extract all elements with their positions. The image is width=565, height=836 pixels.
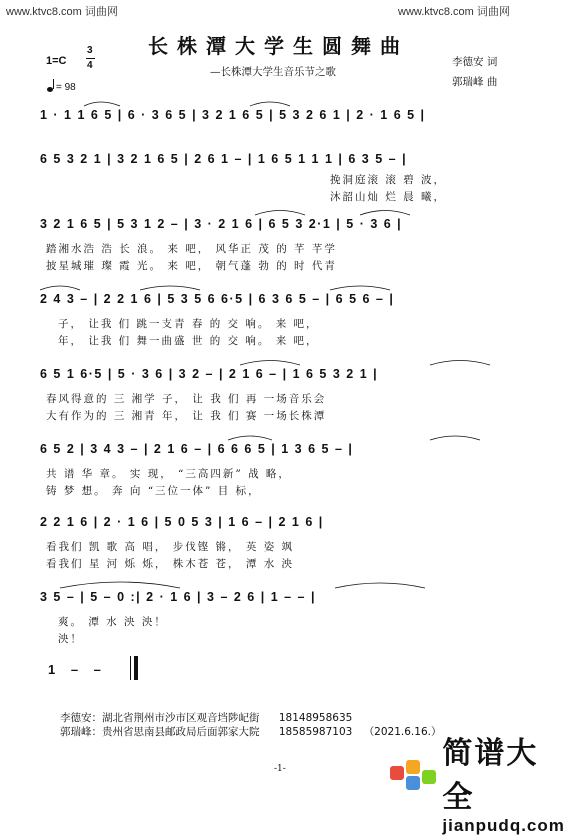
watermark-left: www.ktvc8.com 词曲网: [6, 6, 118, 18]
date-stamp: （2021.6.16.）: [363, 726, 442, 738]
slur: [330, 286, 390, 290]
song-subtitle: —长株潭大学生音乐节之歌: [210, 66, 336, 78]
slur: [430, 361, 490, 366]
lyricist-phone: 18148958635: [278, 712, 353, 724]
footer-line-2: [60, 724, 441, 739]
slur: [228, 436, 272, 440]
lyric-verse-2: 年， 让我 们 舞一曲盛 世 的 交 响。 来 吧，: [58, 335, 319, 347]
final-notes: 1 – –: [48, 662, 107, 677]
notation-line: 1 · 1 1 6 5 | 6 · 3 6 5 | 3 2 1 6 5 | 5 3 2 6 1 | 2 · 1 6 5 |: [40, 108, 426, 122]
notation-line: 6 5 3 2 1 | 3 2 1 6 5 | 2 6 1 – | 1 6 5 1 1 1 | 6 3 5 – |: [40, 152, 408, 166]
lyric-verse-2: 沐韶山灿 烂 晨 曦，: [330, 191, 447, 203]
slur: [360, 211, 410, 216]
lyric-verse-1: 子， 让我 们 跳一支青 春 的 交 响。 来 吧，: [58, 318, 319, 330]
slur: [255, 211, 305, 216]
slur: [240, 361, 300, 366]
logo-mark-icon: [390, 760, 442, 804]
tempo-value: = 98: [56, 82, 76, 93]
lyric-verse-1: 共 谱 华 章。 实 现， “三高四新” 战 略，: [46, 468, 291, 480]
slur: [430, 436, 480, 440]
logo-square: [406, 776, 420, 790]
notation-line: 3 5 – | 5 – 0 :| 2 · 1 6 | 3 – 2 6 | 1 – – |: [40, 590, 316, 604]
lyricist-address: 李德安：湖北省荆州市沙市区观音垱陟屺街: [60, 712, 260, 724]
footer-line-1: [60, 710, 352, 725]
lyric-verse-2: 大有作为的 三 湘青 年， 让 我 们 赛 一场长株潭: [46, 410, 327, 422]
lyric-verse-1: 看我们 凯 歌 高 唱， 步伐铿 锵， 英 姿 飒: [46, 541, 295, 553]
slur: [335, 583, 425, 588]
slur: [40, 286, 80, 290]
slur: [60, 582, 180, 588]
lyric-verse-2: 披星城璀 璨 霞 光。 来 吧， 朝气蓬 勃 的 时 代青: [46, 260, 337, 272]
lyric-verse-1: 挽洞庭滚 滚 碧 波，: [330, 174, 447, 186]
composer-phone: 18585987103: [278, 726, 353, 738]
slur: [140, 286, 200, 290]
logo-text: [442, 728, 565, 836]
composer-credit: 郭瑞峰 曲: [452, 76, 498, 88]
logo-square: [390, 766, 404, 780]
notation-line: 6 5 2 | 3 4 3 – | 2 1 6 – | 6 6 6 5 | 1 3 6 5 – |: [40, 442, 354, 456]
slur: [250, 102, 290, 106]
lyric-verse-1: 踏湘水浩 浩 长 浪。 来 吧， 风华正 茂 的 芊 芊学: [46, 243, 337, 255]
page-number: -1-: [274, 764, 286, 774]
logo-name: 简谱大全: [442, 736, 539, 815]
slur: [84, 102, 120, 106]
song-title: 长株潭大学生圆舞曲: [148, 34, 409, 58]
site-logo: [390, 728, 565, 836]
lyric-verse-2: 看我们 星 河 烁 烁， 株木苍 苍， 潭 水 泱: [46, 558, 295, 570]
notation-line: 3 2 1 6 5 | 5 3 1 2 – | 3 · 2 1 6 | 6 5 3 2·1 | 5 · 3 6 |: [40, 217, 403, 231]
lyric-verse-2: 铸 梦 想。 奔 向 “三位一体” 目 标，: [46, 485, 261, 497]
time-signature-top: 3: [87, 45, 93, 56]
logo-url: jianpudq.com: [442, 816, 565, 835]
logo-square: [406, 760, 420, 774]
lyricist-credit: 李德安 词: [452, 56, 498, 68]
notation-line: 2 4 3 – | 2 2 1 6 | 5 3 5 6 6·5 | 6 3 6 5 – | 6 5 6 – |: [40, 292, 395, 306]
key-signature: 1=C: [46, 55, 67, 67]
notation-line: 2 2 1 6 | 2 · 1 6 | 5 0 5 3 | 1 6 – | 2 1 6 |: [40, 515, 324, 529]
watermark-right: www.ktvc8.com 词曲网: [398, 6, 510, 18]
lyric-verse-1: 爽。 潭 水 泱 泱！: [58, 616, 167, 628]
composer-address: 郭瑞峰：贵州省思南县邮政局后面郭家大院: [60, 726, 260, 738]
logo-square: [422, 770, 436, 784]
lyric-verse-1: 春风得意的 三 湘学 子， 让 我 们 再 一场音乐会: [46, 393, 327, 405]
notation-line: 6 5 1 6·5 | 5 · 3 6 | 3 2 – | 2 1 6 – | 1 6 5 3 2 1 |: [40, 367, 379, 381]
time-signature-bottom: 4: [87, 60, 93, 71]
lyric-verse-2: 泱！: [58, 633, 83, 645]
